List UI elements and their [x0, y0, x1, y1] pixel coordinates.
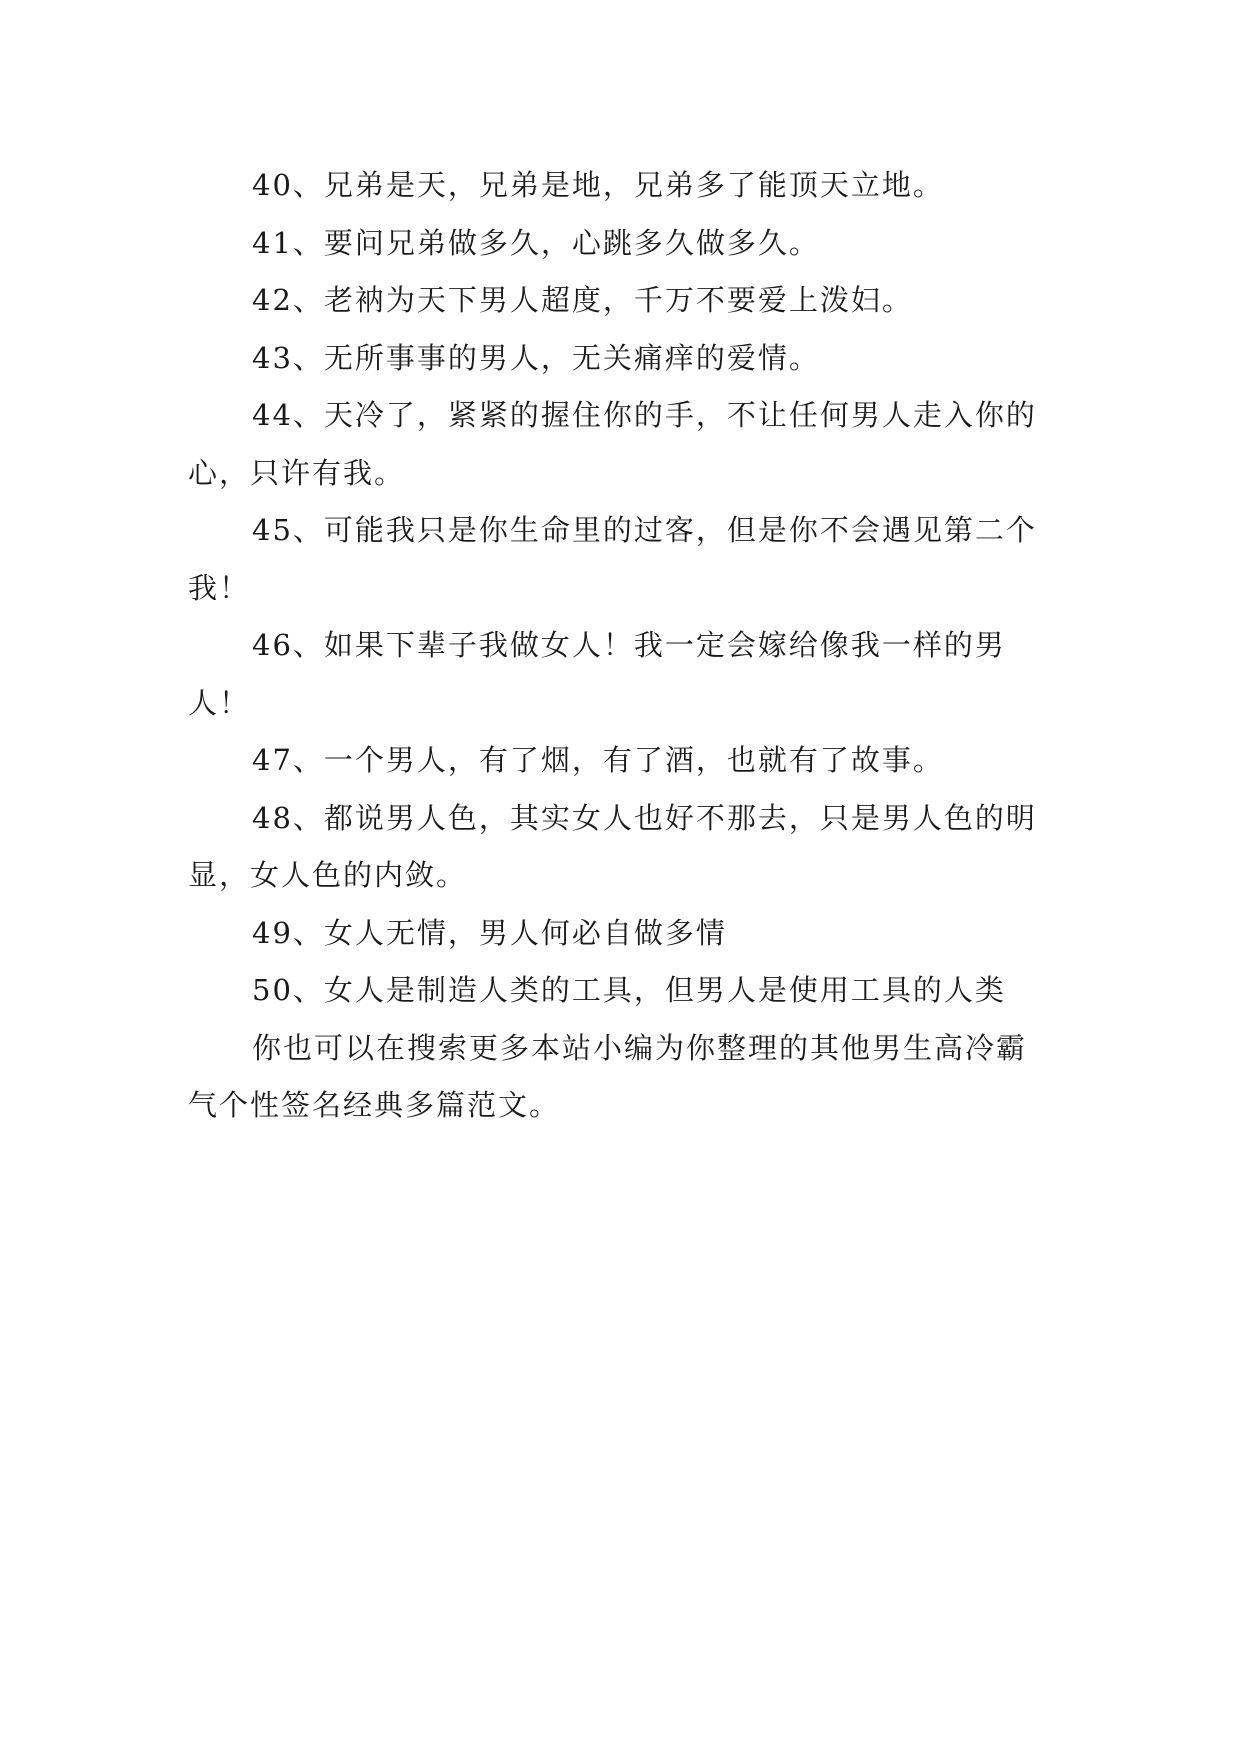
- paragraph-41: 41、要问兄弟做多久，心跳多久做多久。: [252, 225, 820, 260]
- paragraph-49: 49、女人无情，男人何必自做多情: [252, 915, 727, 950]
- paragraph-46: 46、如果下辈子我做女人！我一定会嫁给像我一样的男人！: [188, 628, 1006, 720]
- paragraph-48: 48、都说男人色，其实女人也好不那去，只是男人色的明显，女人色的内敛。: [188, 800, 1037, 892]
- paragraph-40: 40、兄弟是天，兄弟是地，兄弟多了能顶天立地。: [252, 168, 944, 202]
- paragraph-47: 47、一个男人，有了烟，有了酒，也就有了故事。: [252, 743, 944, 777]
- paragraph-44: 44、天冷了，紧紧的握住你的手，不让任何男人走入你的心，只许有我。: [188, 398, 1037, 490]
- paragraph-50: 50、女人是制造人类的工具，但男人是使用工具的人类: [252, 973, 1006, 1007]
- closing-paragraph: 你也可以在搜索更多本站小编为你整理的其他男生高冷霸气个性签名经典多篇范文。: [188, 1030, 1028, 1122]
- paragraph-45: 45、可能我只是你生命里的过客，但是你不会遇见第二个我！: [188, 513, 1037, 605]
- paragraph-43: 43、无所事事的男人，无关痛痒的爱情。: [252, 340, 820, 375]
- paragraph-42: 42、老衲为天下男人超度，千万不要爱上泼妇。: [252, 283, 913, 317]
- document-body: [188, 157, 1054, 1135]
